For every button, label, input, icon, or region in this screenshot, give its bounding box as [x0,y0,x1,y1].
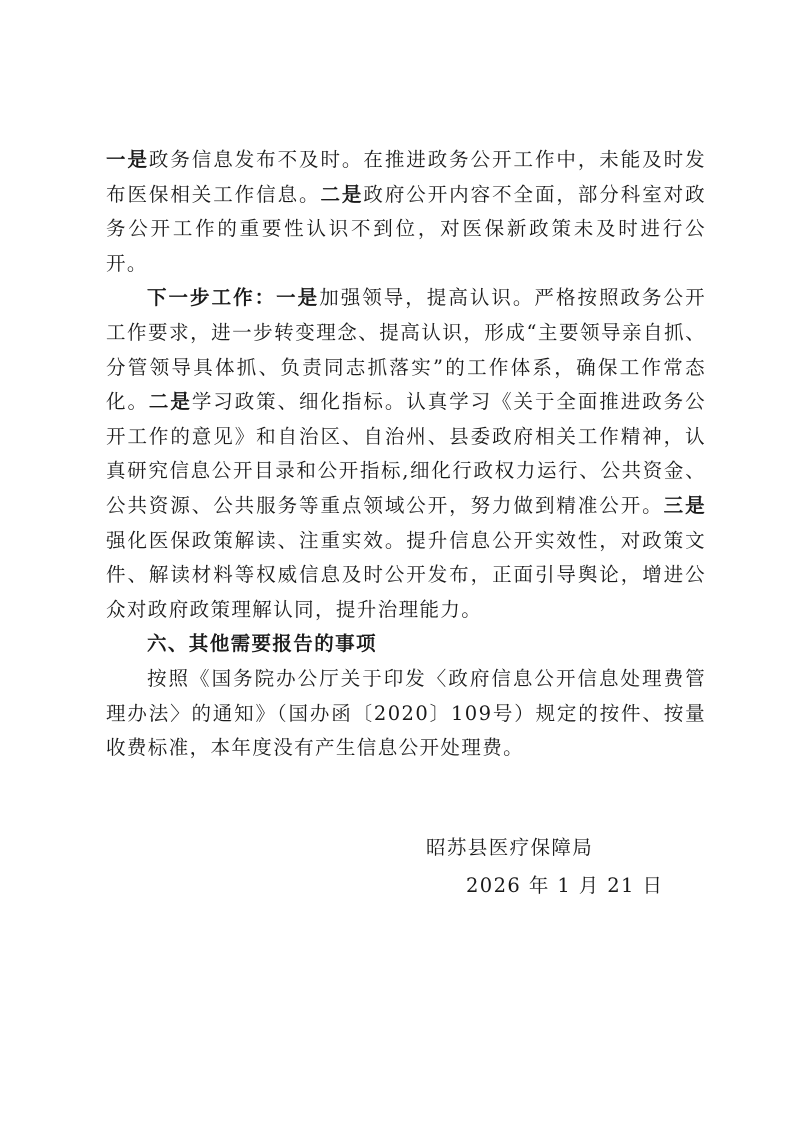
step-one-lead: 一是 [276,286,320,310]
section-six-heading: 六、其他需要报告的事项 [147,632,377,656]
lead-one: 一是 [106,148,149,171]
next-steps-label: 下一步工作： [147,286,277,310]
problem-one-text: 政务信息发布不及时。在推进政务公开工作中，未能及时发布医保相关工作信息。 [106,148,706,206]
document-body [106,143,706,766]
step-three-text: 强化医保政策解读、注重实效。提升信息公开实效性，对政策文件、解读材料等权威信息及时公开发布，正面引导舆论，增进公众对政府政策理解认同，提升治理能力。 [106,528,706,621]
paragraph-next-steps [106,281,706,627]
lead-two: 二是 [320,182,364,206]
paragraph-problems [106,143,706,281]
step-three-lead: 三是 [663,493,706,517]
step-two-lead: 二是 [148,390,192,414]
section-six-text: 按照《国务院办公厅关于印发〈政府信息公开信息处理费管理办法〉的通知》（国办函〔2020〕109号）规定的按件、按量收费标准，本年度没有产生信息公开处理费。 [106,666,706,760]
step-two-text: 学习政策、细化指标。认真学习《关于全面推进政务公开工作的意见》和自治区、自治州、县委政府相关工作精神，认真研究信息公开目录和公开指标,细化行政权力运行、公共资金、公共资源、公共服务等重点领域公开，努力做到精准公开。 [106,390,706,517]
signature-organization: 昭苏县医疗保障局 [426,836,594,859]
signature-date: 2026 年 1 月 21 日 [466,874,664,897]
step-one-text: 加强领导，提高认识。严格按照政务公开工作要求，进一步转变理念、提高认识，形成“主要领导亲自抓、分管领导具体抓、负责同志抓落实”的工作体系，确保工作常态化。 [106,286,706,414]
problem-two-text: 政府公开内容不全面，部分科室对政务公开工作的重要性认识不到位，对医保新政策未及时进行公开。 [106,182,706,275]
